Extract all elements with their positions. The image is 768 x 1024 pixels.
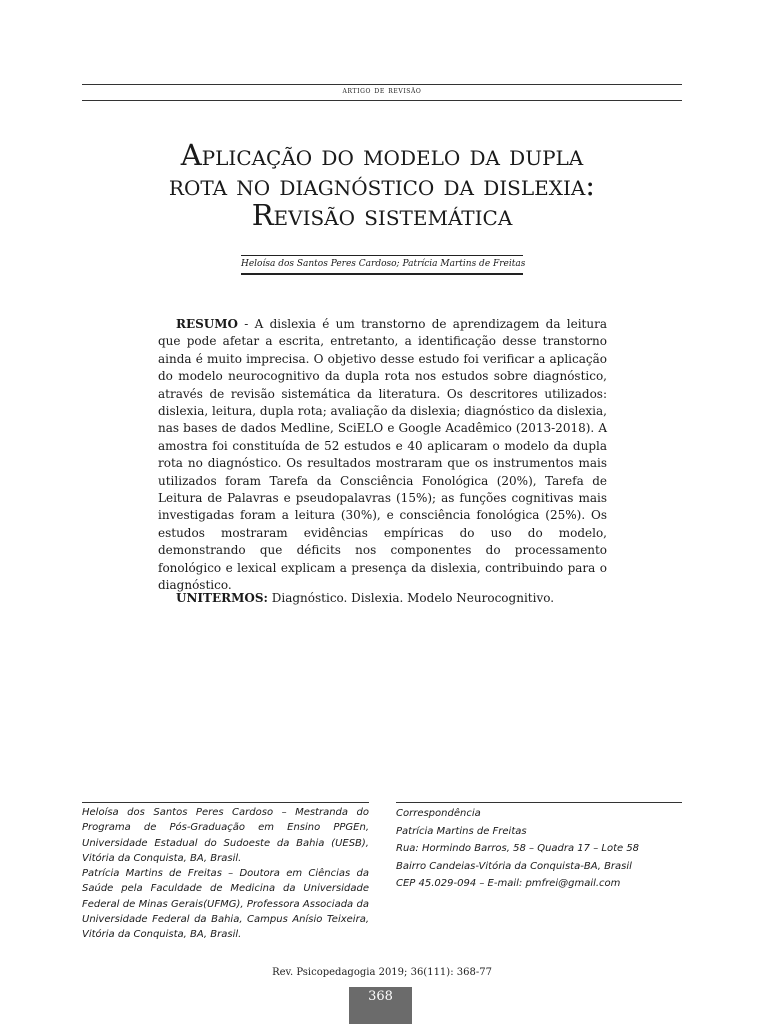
abstract-label: RESUMO [176,317,238,331]
section-label: artigo de revisão [342,86,422,96]
page-number: 368 [349,987,412,1024]
author-rule-top [241,255,523,256]
journal-reference: Rev. Psicopedagogia 2019; 36(111): 368-77 [272,967,492,978]
abstract [158,316,607,595]
correspondence-block [396,805,682,893]
affiliation-1: Heloísa dos Santos Peres Cardoso – Mestranda do Programa de Pós-Graduação em Ensino PPGEn, Universidade Estadual do Sudoeste da Bahia (UESB), Vitória da Conquista, BA, Brasil. [82,807,369,864]
correspondence-postal-email: CEP 45.029-094 – E-mail: pmfrei@gmail.com [396,878,621,889]
correspondence-street: Rua: Hormindo Barros, 58 – Quadra 17 – Lote 58 [396,843,640,854]
author-list: Heloísa dos Santos Peres Cardoso; Patrícia Martins de Freitas [241,259,526,269]
title-line-3: Revisão sistemática [251,198,513,232]
title-line-2: rota no diagnóstico da dislexia: [168,168,596,202]
author-rule-bottom [241,273,523,275]
keywords-text: Diagnóstico. Dislexia. Modelo Neurocognitivo. [267,591,555,605]
footnote-rule-left [82,802,369,803]
header-rule-top [82,84,682,85]
keywords [158,590,607,607]
correspondence-name: Patrícia Martins de Freitas [396,825,527,837]
correspondence-district: Bairro Candeias-Vitória da Conquista-BA, Brasil [396,860,632,872]
header-rule-bottom [82,100,682,101]
author-affiliations [82,805,369,943]
affiliation-2: Patrícia Martins de Freitas – Doutora em Ciências da Saúde pela Faculdade de Medicina da Universidade Federal de Minas Gerais(UFMG), Professora Associada da Universidade Federal da Bahia, Campus Anísio Teixeira, Vitória da Conquista, BA, Brasil. [82,868,369,941]
keywords-label: UNITERMOS: [176,591,268,605]
title-line-1: Aplicação do modelo da dupla [180,138,584,172]
article-title [110,140,654,230]
abstract-text: - A dislexia é um transtorno de aprendizagem da leitura que pode afetar a escrita, entretanto, a identificação desse transtorno ainda é muito imprecisa. O objetivo desse estudo foi verificar a aplicação do modelo neurocognitivo da dupla rota nos estudos sobre diagnóstico, através de revisão sistemática da literatura. Os descritores utilizados: dislexia, leitura, dupla rota; avaliação da dislexia; diagnóstico da dislexia, nas bases de dados Medline, SciELO e Google Acadêmico (2013-2018). A amostra foi constituída de 52 estudos e 40 aplicaram o modelo da dupla rota no diagnóstico. Os resultados mostraram que os instrumentos mais utilizados foram Tarefa da Consciência Fonológica (20%), Tarefa de Leitura de Palavras e pseudopalavras (15%); as funções cognitivas mais investigadas foram a leitura (30%), e consciência fonológica (25%). Os estudos mostraram evidências empíricas do uso do modelo, demonstrando que déficits nos componentes do processamento fonológico e lexical explicam a presença da dislexia, contribuindo para o diagnóstico. [158,317,607,593]
footnote-rule-right [396,802,682,803]
correspondence-heading: Correspondência [396,808,481,819]
